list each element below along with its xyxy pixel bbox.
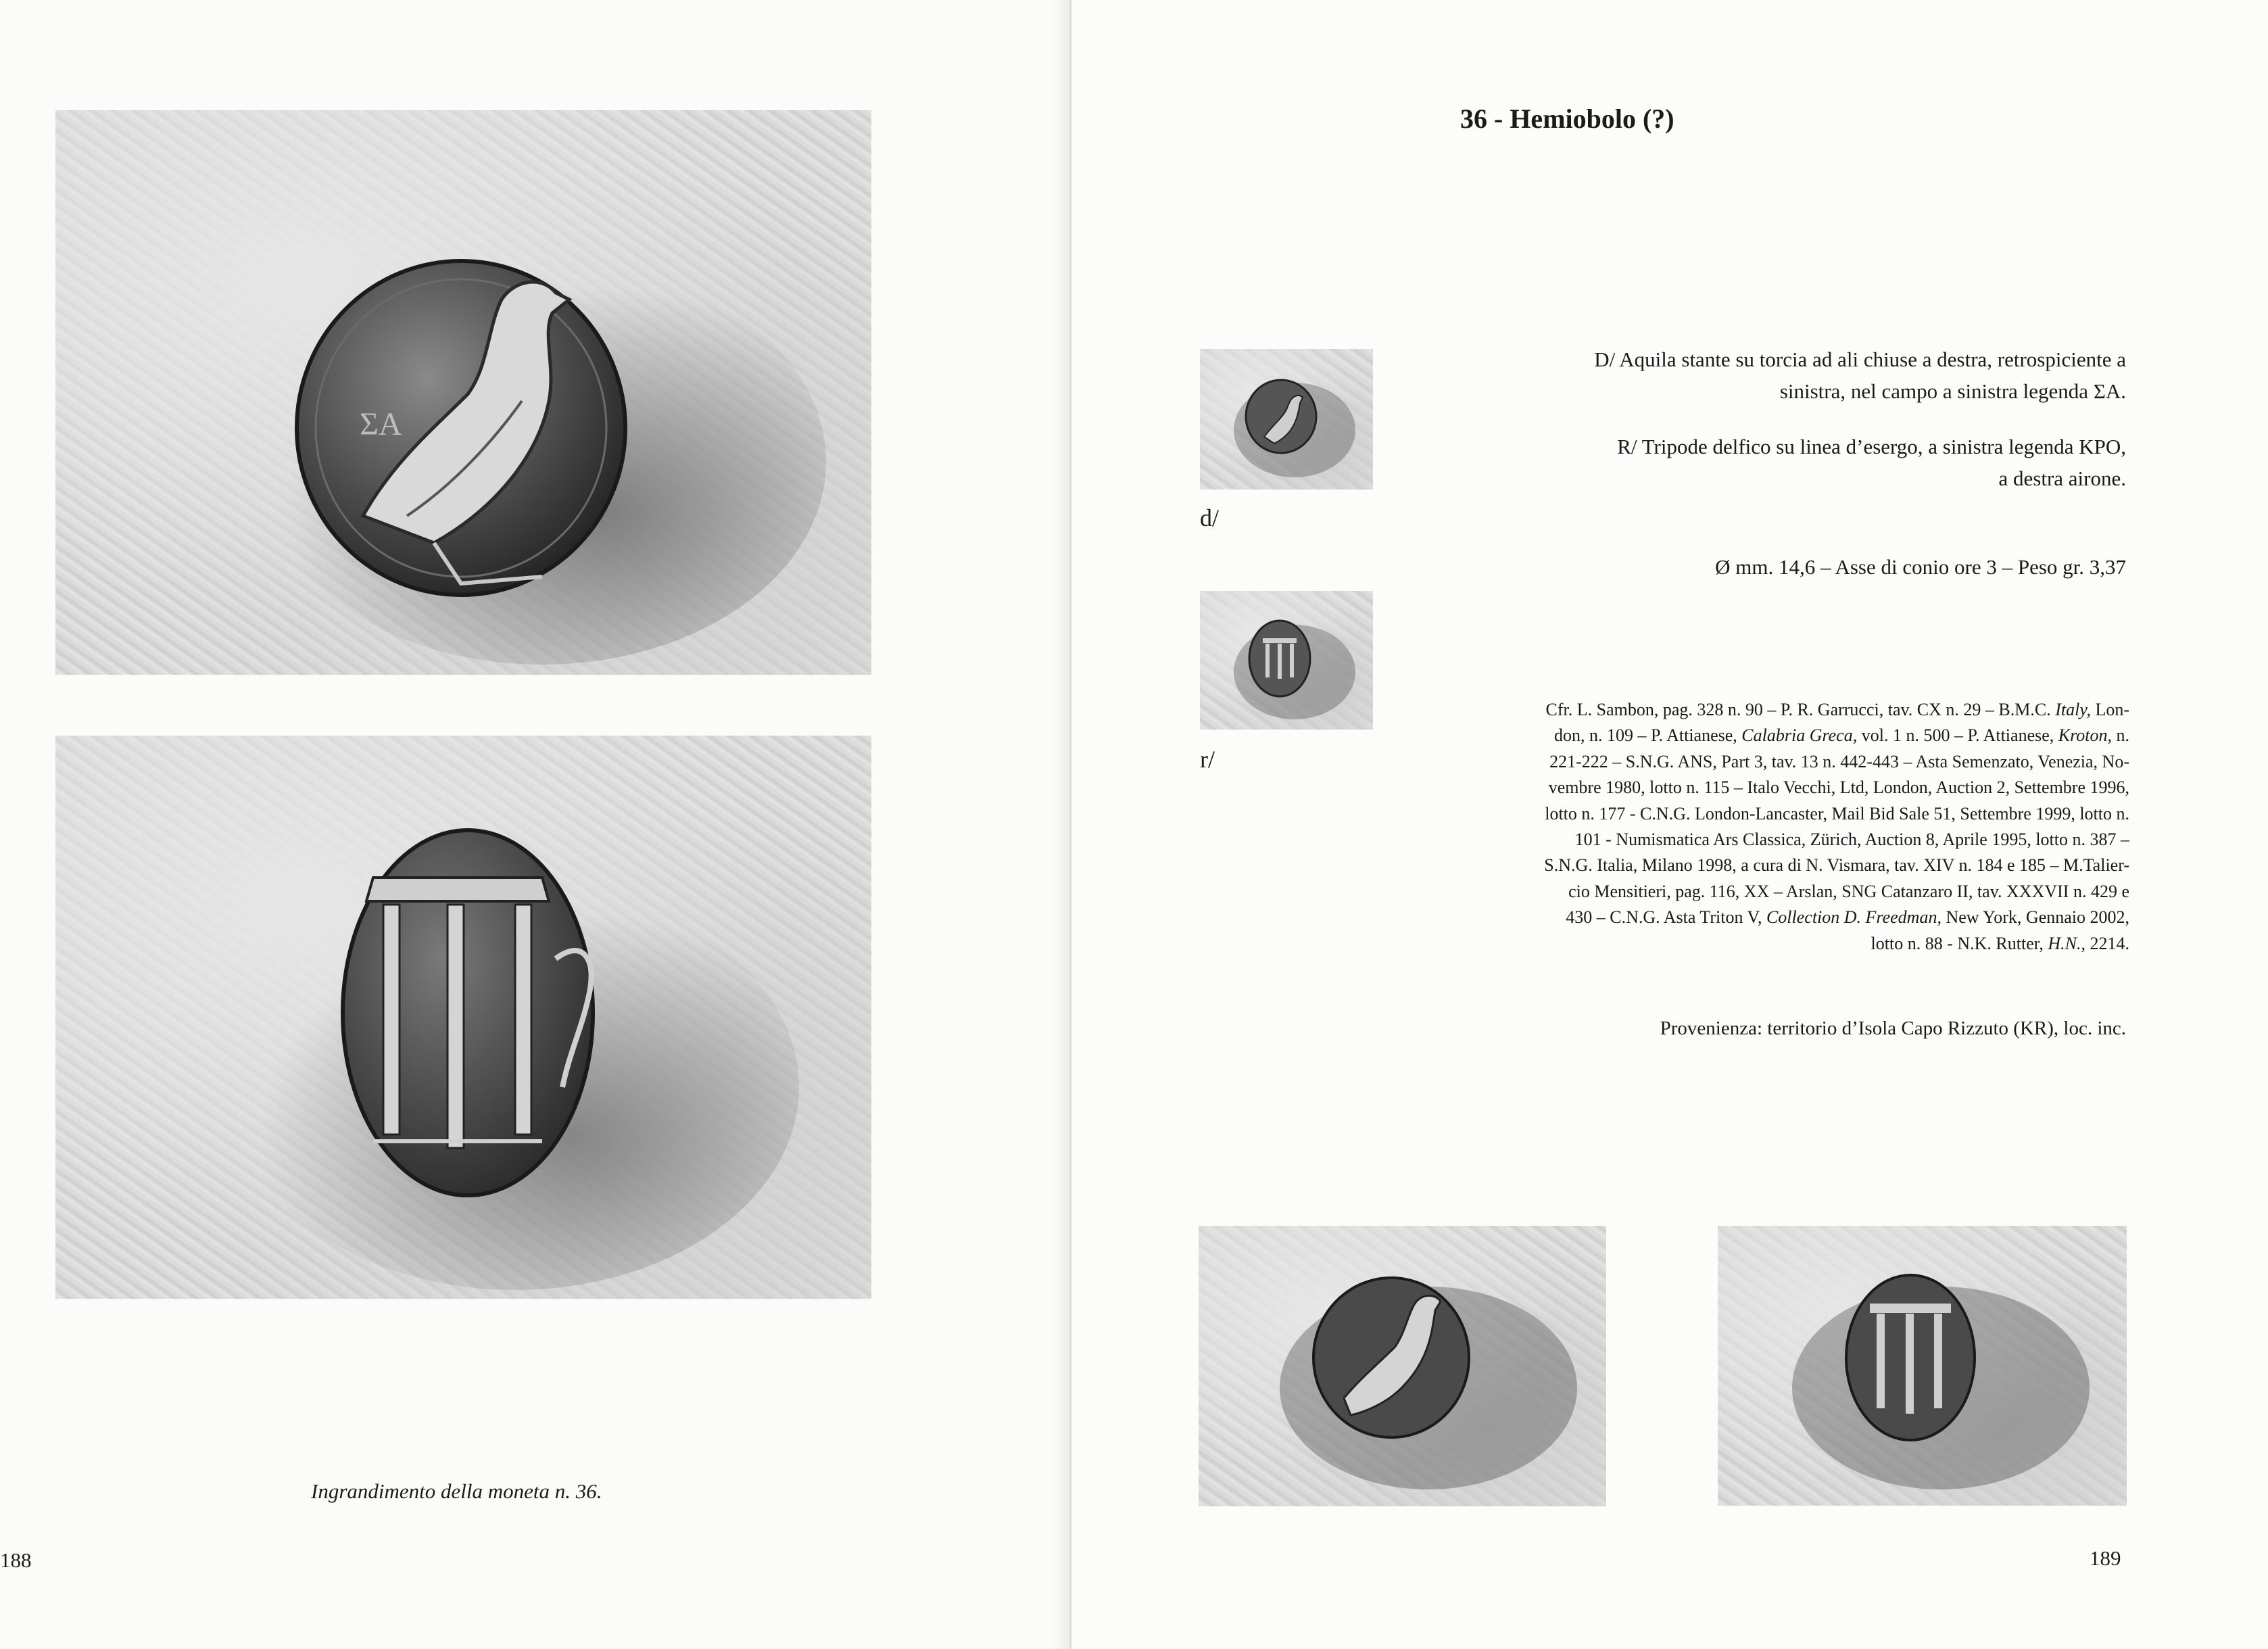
obverse-description <box>1487 343 2126 407</box>
reverse-enlarged-photo <box>55 736 871 1299</box>
reference-line: vembre 1980, lotto n. 115 – Italo Vecchi, Ltd, London, Auction 2, Settembre 1996, <box>1548 778 2129 798</box>
eagle-coin-bottom-image <box>1199 1226 1606 1506</box>
figure-caption: Ingrandimento della moneta n. 36. <box>311 1479 602 1503</box>
reverse-thumbnail <box>1200 591 1373 730</box>
reference-line: S.N.G. Italia, Milano 1998, a cura di N. Vismara, tav. XIV n. 184 e 185 – M.Talier- <box>1544 855 2129 876</box>
reference-line: lotto n. 88 - N.K. Rutter, H.N., 2214. <box>1871 933 2129 953</box>
reference-line: lotto n. 177 - C.N.G. London-Lancaster, Mail Bid Sale 51, Settembre 1999, lotto n. <box>1545 803 2129 823</box>
obverse-enlarged-photo <box>55 110 871 675</box>
provenance: Provenienza: territorio d’Isola Capo Rizzuto (KR), loc. inc. <box>1660 1018 2126 1039</box>
reverse-description <box>1487 431 2126 494</box>
reference-line: don, n. 109 – P. Attianese, Calabria Greca, vol. 1 n. 500 – P. Attianese, Kroton, n. <box>1553 725 2129 746</box>
reverse-bottom-photo <box>1718 1226 2127 1506</box>
obverse-description-line: D/ Aquila stante su torcia ad ali chiuse a destra, retrospiciente a <box>1594 348 2126 371</box>
coin-measurements: Ø mm. 14,6 – Asse di conio ore 3 – Peso gr. 3,37 <box>1715 555 2126 579</box>
eagle-coin-image <box>55 110 871 675</box>
obverse-description-line: sinistra, nel campo a sinistra legenda ΣA. <box>1779 379 2126 403</box>
tripod-coin-image <box>55 736 871 1299</box>
reverse-description-line: a destra airone. <box>1998 467 2126 490</box>
reference-line: 101 - Numismatica Ars Classica, Zürich, Auction 8, Aprile 1995, lotto n. 387 – <box>1574 830 2129 850</box>
tripod-coin-thumbnail <box>1200 591 1373 730</box>
page-number-left: 188 <box>0 1548 32 1572</box>
obverse-thumbnail <box>1200 349 1373 489</box>
reference-line: Cfr. L. Sambon, pag. 328 n. 90 – P. R. Garrucci, tav. CX n. 29 – B.M.C. Italy, Lon- <box>1545 700 2129 719</box>
left-page <box>0 0 1071 1649</box>
reference-line: 430 – C.N.G. Asta Triton V, Collection D. Freedman, New York, Gennaio 2002, <box>1566 907 2129 928</box>
coin-title: 36 - Hemiobolo (?) <box>1460 103 1674 134</box>
tripod-coin-bottom-image <box>1718 1226 2127 1506</box>
reverse-description-line: R/ Tripode delfico su linea d’esergo, a sinistra legenda KPO, <box>1617 435 2126 458</box>
reference-line: 221-222 – S.N.G. ANS, Part 3, tav. 13 n. 442-443 – Asta Semenzato, Venezia, No- <box>1549 751 2129 771</box>
page-number-right: 189 <box>2090 1546 2121 1570</box>
reference-line: cio Mensitieri, pag. 116, XX – Arslan, SNG Catanzaro II, tav. XXXVII n. 429 e <box>1568 881 2129 901</box>
obverse-bottom-photo <box>1199 1226 1606 1506</box>
svg-text:ΣA: ΣA <box>360 406 402 442</box>
eagle-coin-thumbnail <box>1200 349 1373 489</box>
obverse-label: d/ <box>1200 504 1220 531</box>
bibliographic-references <box>1453 697 2129 957</box>
reverse-label: r/ <box>1200 746 1215 773</box>
